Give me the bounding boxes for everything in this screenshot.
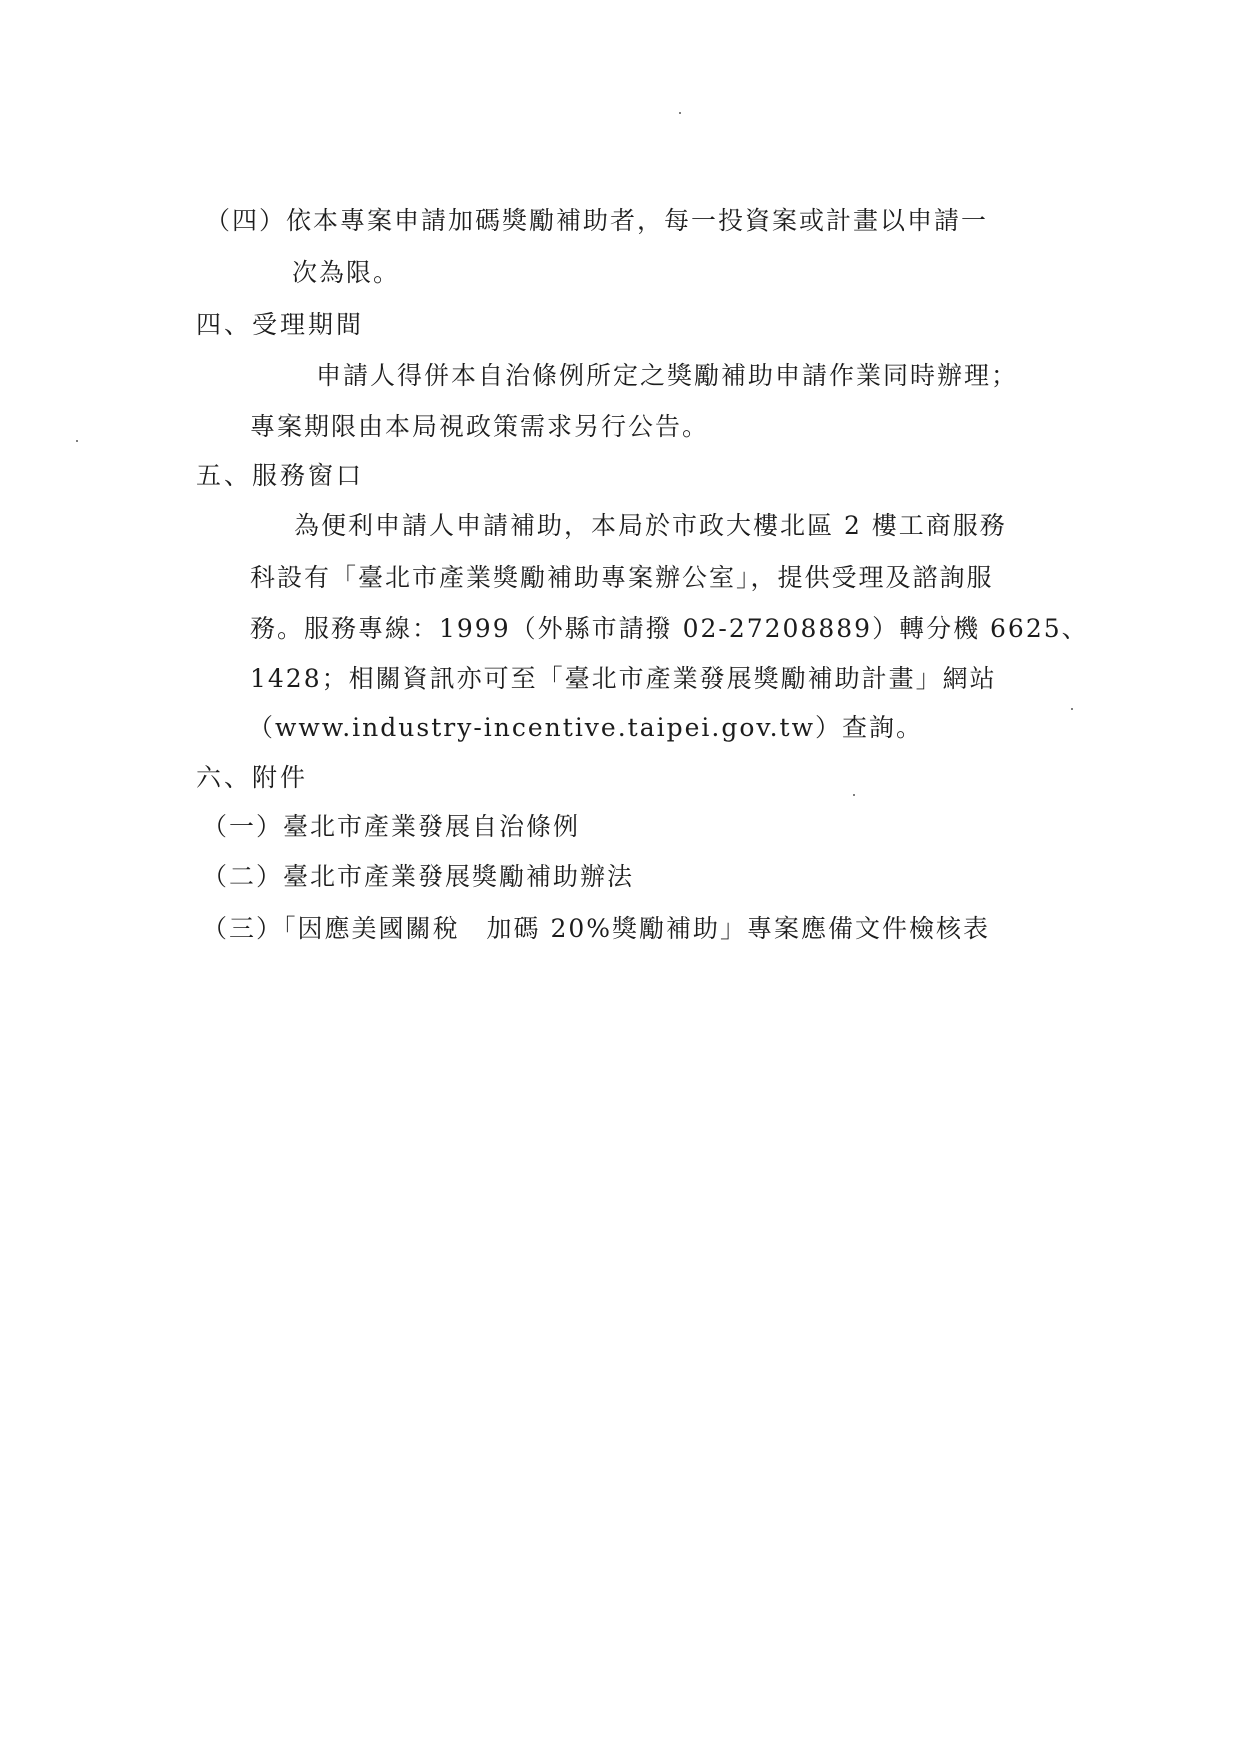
scan-speck <box>76 440 78 442</box>
item-4-line-2: 次為限。 <box>292 258 401 287</box>
scan-speck <box>853 794 855 796</box>
section-4-line-1: 申請人得併本自治條例所定之獎勵補助申請作業同時辦理； <box>316 361 1019 390</box>
section-5-line-1: 為便利申請人申請補助，本局於市政大樓北區 2 樓工商服務 <box>294 511 1007 540</box>
attachment-item: （一）臺北市產業發展自治條例 <box>202 812 581 841</box>
attachment-item: （二）臺北市產業發展獎勵補助辦法 <box>202 862 635 891</box>
section-5-line-5: （www.industry-incentive.taipei.gov.tw）查詢。 <box>248 713 923 742</box>
item-4-line-1: （四）依本專案申請加碼獎勵補助者，每一投資案或計畫以申請一 <box>205 206 989 235</box>
section-5-line-3: 務。服務專線：1999（外縣市請撥 02-27208889）轉分機 6625、 <box>250 614 1089 643</box>
section-4-heading: 四、受理期間 <box>196 310 365 339</box>
attachment-item: （三）「因應美國關稅 加碼 20%獎勵補助」專案應備文件檢核表 <box>202 914 991 943</box>
section-5-line-4: 1428；相關資訊亦可至「臺北市產業發展獎勵補助計畫」網站 <box>250 664 997 693</box>
section-5-heading: 五、服務窗口 <box>196 461 365 490</box>
scan-speck <box>1071 708 1073 710</box>
section-5-line-2: 科設有「臺北市產業獎勵補助專案辦公室」，提供受理及諮詢服 <box>250 563 994 592</box>
section-4-line-2: 專案期限由本局視政策需求另行公告。 <box>250 412 710 441</box>
section-6-heading: 六、附件 <box>196 763 309 792</box>
scan-speck <box>679 112 681 114</box>
